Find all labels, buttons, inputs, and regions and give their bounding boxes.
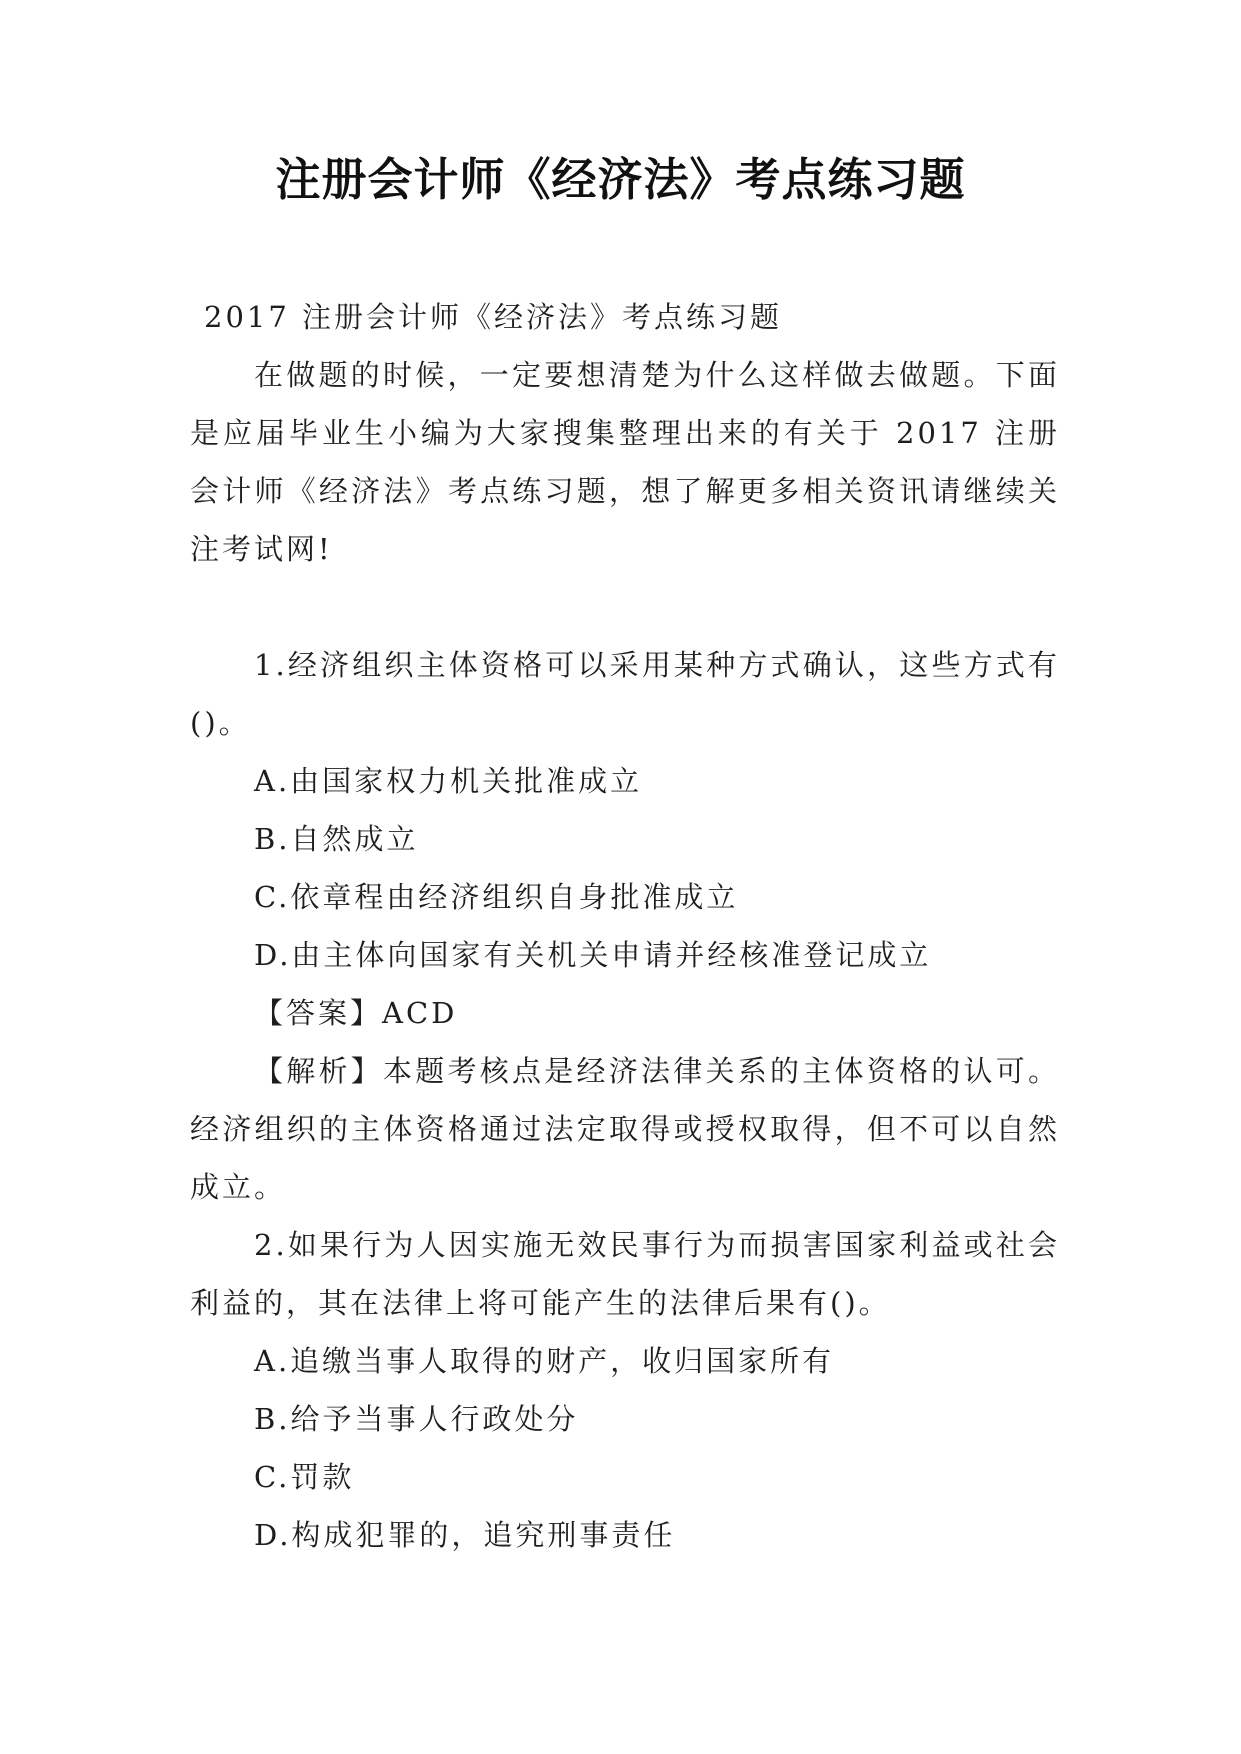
question-2-stem: 2.如果行为人因实施无效民事行为而损害国家利益或社会利益的，其在法律上将可能产生的法律后果有()。: [190, 1228, 1060, 1320]
document-subtitle: 2017 注册会计师《经济法》考点练习题: [204, 300, 783, 334]
question-1-option-b: B.自然成立: [254, 822, 419, 856]
question-2-option-d: D.构成犯罪的，追究刑事责任: [254, 1518, 676, 1552]
document-title: 注册会计师《经济法》考点练习题: [275, 153, 966, 206]
question-2-option-a: A.追缴当事人取得的财产，收归国家所有: [254, 1344, 835, 1378]
question-1-analysis: 【解析】本题考核点是经济法律关系的主体资格的认可。经济组织的主体资格通过法定取得或授权取得，但不可以自然成立。: [190, 1054, 1060, 1204]
spacer: [190, 578, 1060, 636]
question-2-option-c: C.罚款: [254, 1460, 355, 1494]
question-2-option-b: B.给予当事人行政处分: [254, 1402, 579, 1436]
document-body: [190, 288, 1060, 1564]
question-1-option-a: A.由国家权力机关批准成立: [254, 764, 643, 798]
question-1-option-c: C.依章程由经济组织自身批准成立: [254, 880, 739, 914]
intro-paragraph: 在做题的时候，一定要想清楚为什么这样做去做题。下面是应届毕业生小编为大家搜集整理出来的有关于 2017 注册会计师《经济法》考点练习题，想了解更多相关资讯请继续关注考试网!: [190, 358, 1060, 566]
question-1-option-d: D.由主体向国家有关机关申请并经核准登记成立: [254, 938, 932, 972]
question-1-answer: 【答案】ACD: [254, 996, 458, 1030]
question-1-stem: 1.经济组织主体资格可以采用某种方式确认，这些方式有()。: [190, 648, 1060, 740]
